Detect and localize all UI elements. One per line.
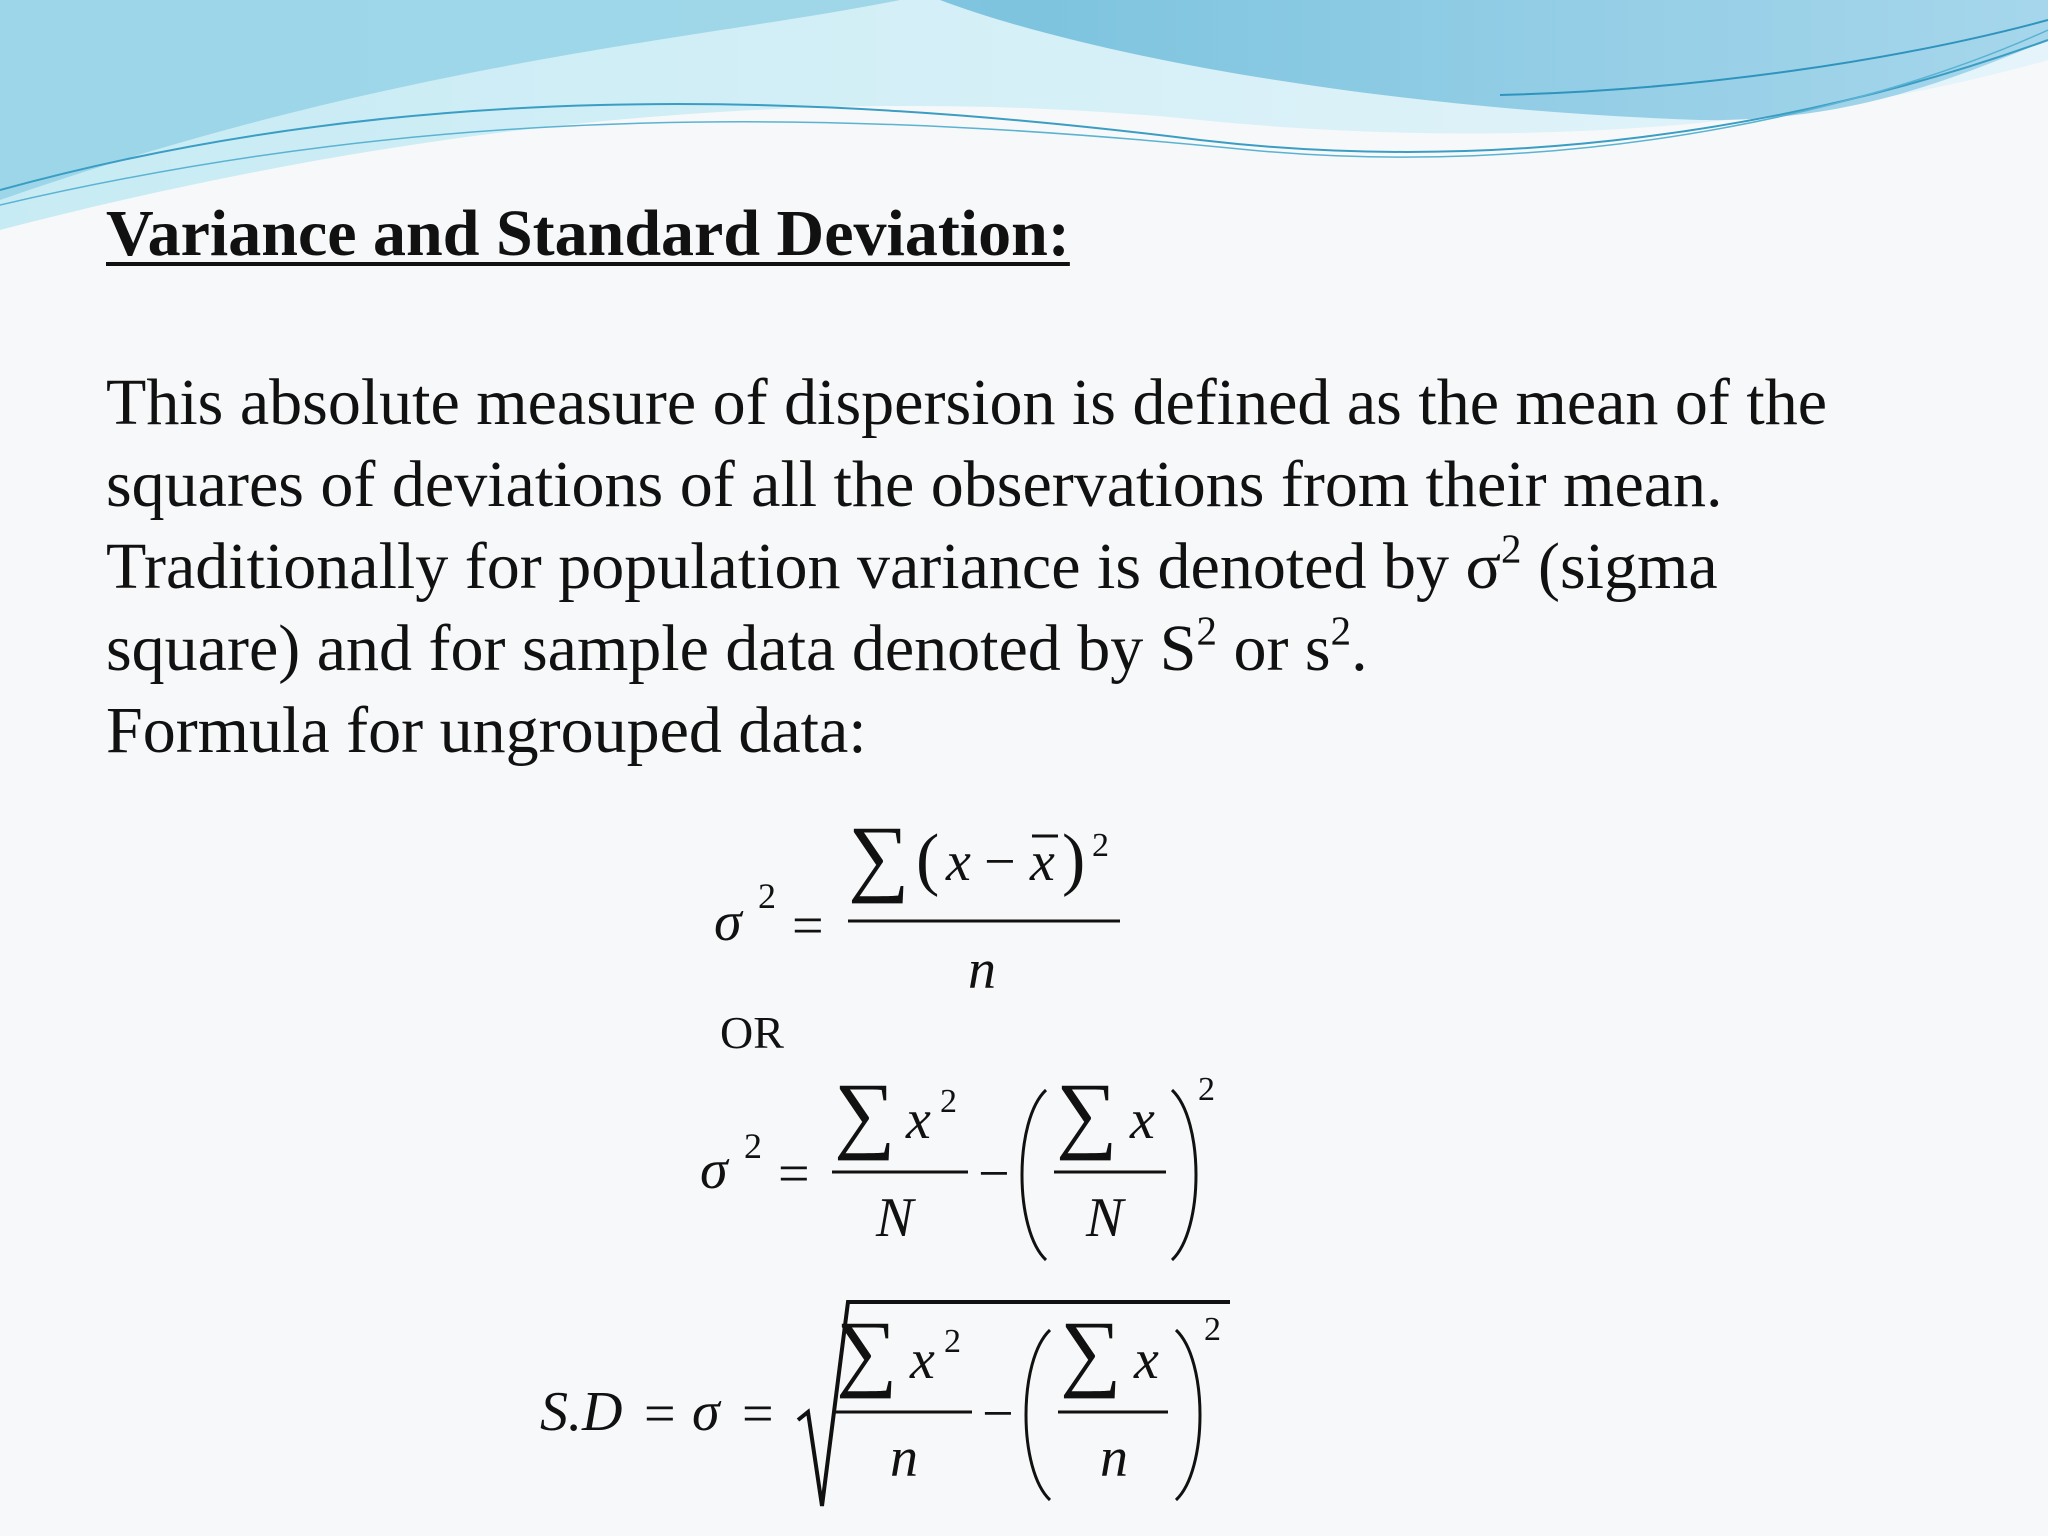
equals-sign: =: [644, 1383, 676, 1445]
variable-N: N: [1086, 1187, 1124, 1249]
variable-n: n: [1100, 1427, 1128, 1489]
equals-sign: =: [792, 895, 824, 957]
exponent-2: 2: [1204, 1311, 1221, 1348]
summation-sign: ∑: [834, 1065, 896, 1161]
formula-population-variance: [714, 808, 1120, 1001]
paragraph-line-5: Formula for ungrouped data:: [106, 694, 867, 767]
exponent-2: 2: [744, 1126, 762, 1166]
open-paren: (: [916, 821, 940, 898]
superscript-2: 2: [1330, 608, 1352, 654]
paragraph-line-2: squares of deviations of all the observations from their mean.: [106, 448, 1723, 521]
summation-sign: ∑: [1056, 1065, 1118, 1161]
variable-x: x: [1134, 1329, 1159, 1391]
line4-mid: or s: [1216, 612, 1331, 685]
exponent-2: 2: [944, 1323, 961, 1360]
close-paren: ): [1062, 821, 1086, 898]
exponent-2: 2: [1198, 1071, 1215, 1108]
summation-sign: ∑: [836, 1303, 898, 1399]
exponent-2: 2: [758, 876, 776, 916]
superscript-2: 2: [1196, 608, 1217, 654]
minus-sign: −: [982, 1383, 1014, 1445]
variable-x: x: [946, 831, 971, 893]
formula-population-variance-alternative: [700, 1065, 1215, 1260]
open-paren: [1026, 1330, 1050, 1500]
line3-text: Traditionally for population variance is denoted by σ: [106, 530, 1502, 603]
minus-sign: −: [984, 831, 1016, 893]
sigma-symbol: σ: [714, 891, 742, 953]
or-label: OR: [720, 1007, 784, 1058]
line4-tail: .: [1351, 612, 1368, 685]
variable-x: x: [906, 1089, 931, 1151]
sd-label: S.D: [540, 1381, 623, 1443]
variable-N: N: [876, 1187, 914, 1249]
close-paren: [1172, 1090, 1196, 1260]
variable-n: n: [890, 1427, 918, 1489]
variable-x: x: [910, 1329, 935, 1391]
summation-sign: ∑: [848, 808, 910, 904]
sigma-symbol: σ: [692, 1381, 720, 1443]
open-paren: [1022, 1090, 1046, 1260]
summation-sign: ∑: [1060, 1303, 1122, 1399]
equals-sign: =: [778, 1143, 810, 1205]
variable-x: x: [1130, 1089, 1155, 1151]
formula-standard-deviation: [540, 1302, 1230, 1506]
line3-tail: (sigma: [1521, 530, 1718, 603]
exponent-2: 2: [940, 1083, 957, 1120]
variable-n: n: [968, 939, 996, 1001]
minus-sign: −: [978, 1143, 1010, 1205]
slide-title: Variance and Standard Deviation:: [106, 197, 1070, 270]
variable-x-bar: x: [1030, 831, 1055, 893]
line4-text: square) and for sample data denoted by S: [106, 612, 1197, 685]
exponent-2: 2: [1092, 827, 1109, 864]
sigma-symbol: σ: [700, 1139, 728, 1201]
equals-sign: =: [742, 1383, 774, 1445]
close-paren: [1176, 1330, 1200, 1500]
paragraph-line-1: This absolute measure of dispersion is defined as the mean of the: [106, 366, 1828, 439]
superscript-2: 2: [1501, 526, 1522, 572]
